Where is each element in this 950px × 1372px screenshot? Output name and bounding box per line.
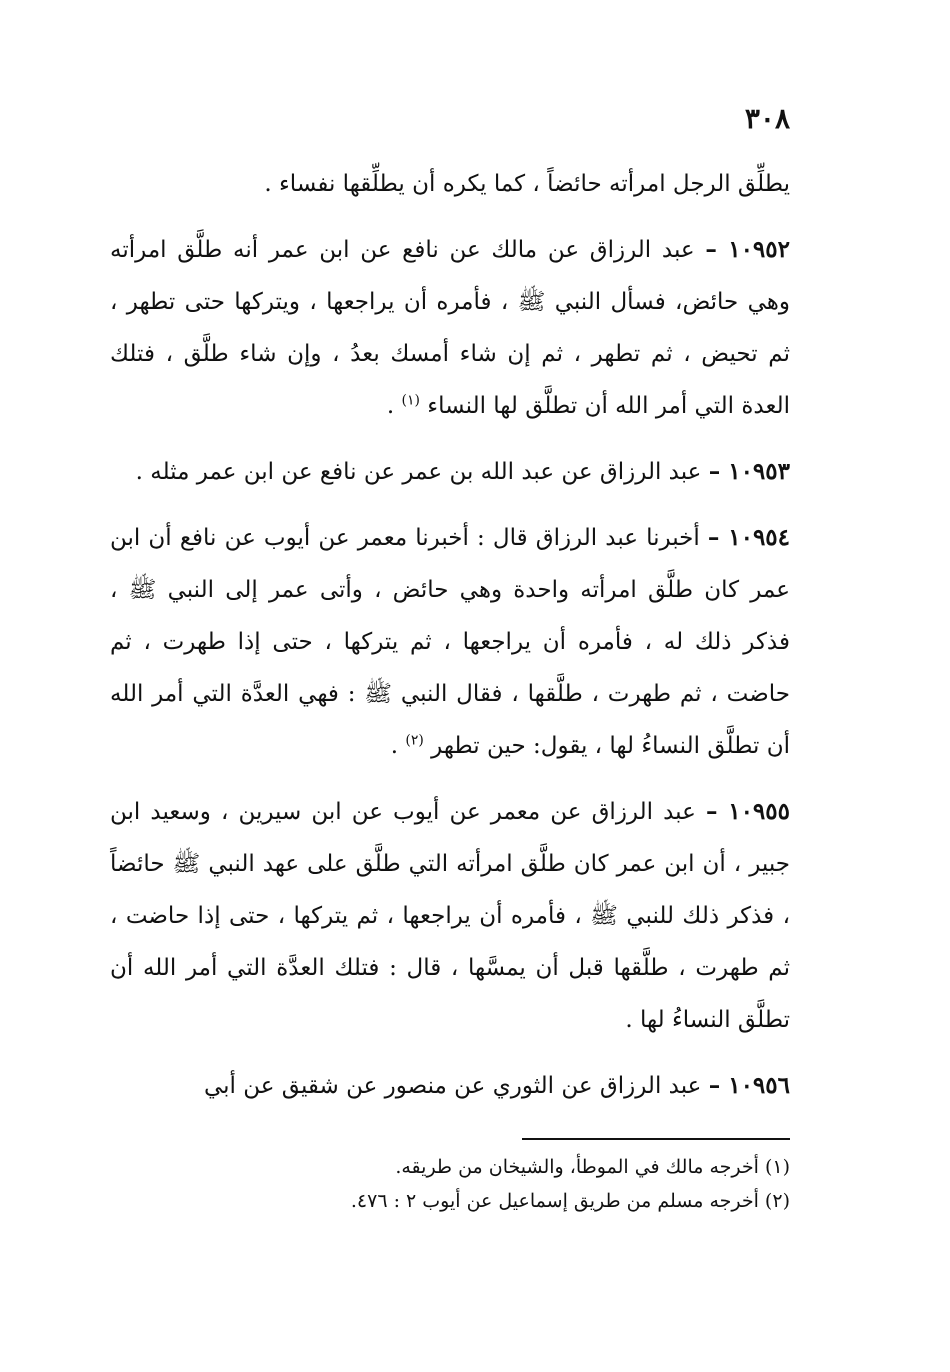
- footnote-ref: (٢): [405, 732, 424, 749]
- hadith-number: ١٠٩٥٤ –: [707, 524, 791, 551]
- hadith-10953: [110, 446, 790, 498]
- paragraph-text: عبد الرزاق عن عبد الله بن عمر عن نافع عن ابن عمر مثله .: [135, 459, 702, 485]
- hadith-number: ١٠٩٥٥ –: [705, 798, 790, 825]
- paragraph-text: أخبرنا عبد الرزاق قال : أخبرنا معمر عن أيوب عن نافع أن ابن عمر كان طلَّق امرأته واحدة وهي حائض ، وأتى عمر إلى النبي ﷺ ، فذكر ذلك له ، فأمره أن يراجعها ، ثم يتركها ، حتى إذا طهرت ، ثم حاضت ، ثم طهرت ، طلَّقها ، فقال النبي ﷺ : فهي العدَّة التي أمر الله أن تطلَّق النساءُ لها ، يقول: حين تطهر: [110, 525, 790, 759]
- hadith-10954: [110, 512, 790, 772]
- paragraph-continuation: [110, 158, 790, 210]
- paragraph-text: عبد الرزاق عن الثوري عن منصور عن شقيق عن أبي: [203, 1073, 702, 1099]
- page-number: ٣٠٨: [744, 102, 790, 135]
- paragraph-end: .: [386, 393, 395, 419]
- hadith-10955: [110, 786, 790, 1046]
- footnote-divider: [522, 1138, 790, 1140]
- body-text: [110, 158, 790, 1126]
- footnote-2: (٢) أخرجه مسلم من طريق إسماعيل عن أيوب ٢ : ٤٧٦.: [350, 1190, 790, 1212]
- hadith-number: ١٠٩٥٢ –: [705, 236, 790, 263]
- footnote-ref: (١): [401, 392, 420, 409]
- footnote-1: (١) أخرجه مالك في الموطأ، والشيخان من طريقه.: [395, 1156, 790, 1178]
- paragraph-text: يطلِّق الرجل امرأته حائضاً ، كما يكره أن يطلِّقها نفساء .: [264, 171, 790, 197]
- hadith-10956: [110, 1060, 790, 1112]
- footnotes: [110, 1150, 790, 1218]
- paragraph-text: عبد الرزاق عن مالك عن نافع عن ابن عمر أنه طلَّق امرأته وهي حائض، فسأل النبي ﷺ ، فأمره أن يراجعها ، ويتركها حتى تطهر ، ثم تحيض ، ثم تطهر ، ثم إن شاء أمسك بعدُ ، وإن شاء طلَّق ، فتلك العدة التي أمر الله أن تطلَّق لها النساء: [110, 237, 790, 419]
- hadith-10952: [110, 224, 790, 432]
- hadith-number: ١٠٩٥٣ –: [708, 458, 790, 485]
- paragraph-text: عبد الرزاق عن معمر عن أيوب عن ابن سيرين ، وسعيد ابن جبير ، أن ابن عمر كان طلَّق امرأته التي طلَّق على عهد النبي ﷺ حائضاً ، فذكر ذلك للنبي ﷺ ، فأمره أن يراجعها ، ثم يتركها ، حتى إذا حاضت ، ثم طهرت ، طلَّقها قبل أن يمسَّها ، قال : فتلك العدَّة التي أمر الله أن تطلَّق النساءُ لها .: [110, 799, 790, 1033]
- paragraph-end: .: [390, 733, 399, 759]
- hadith-number: ١٠٩٥٦ –: [708, 1072, 790, 1099]
